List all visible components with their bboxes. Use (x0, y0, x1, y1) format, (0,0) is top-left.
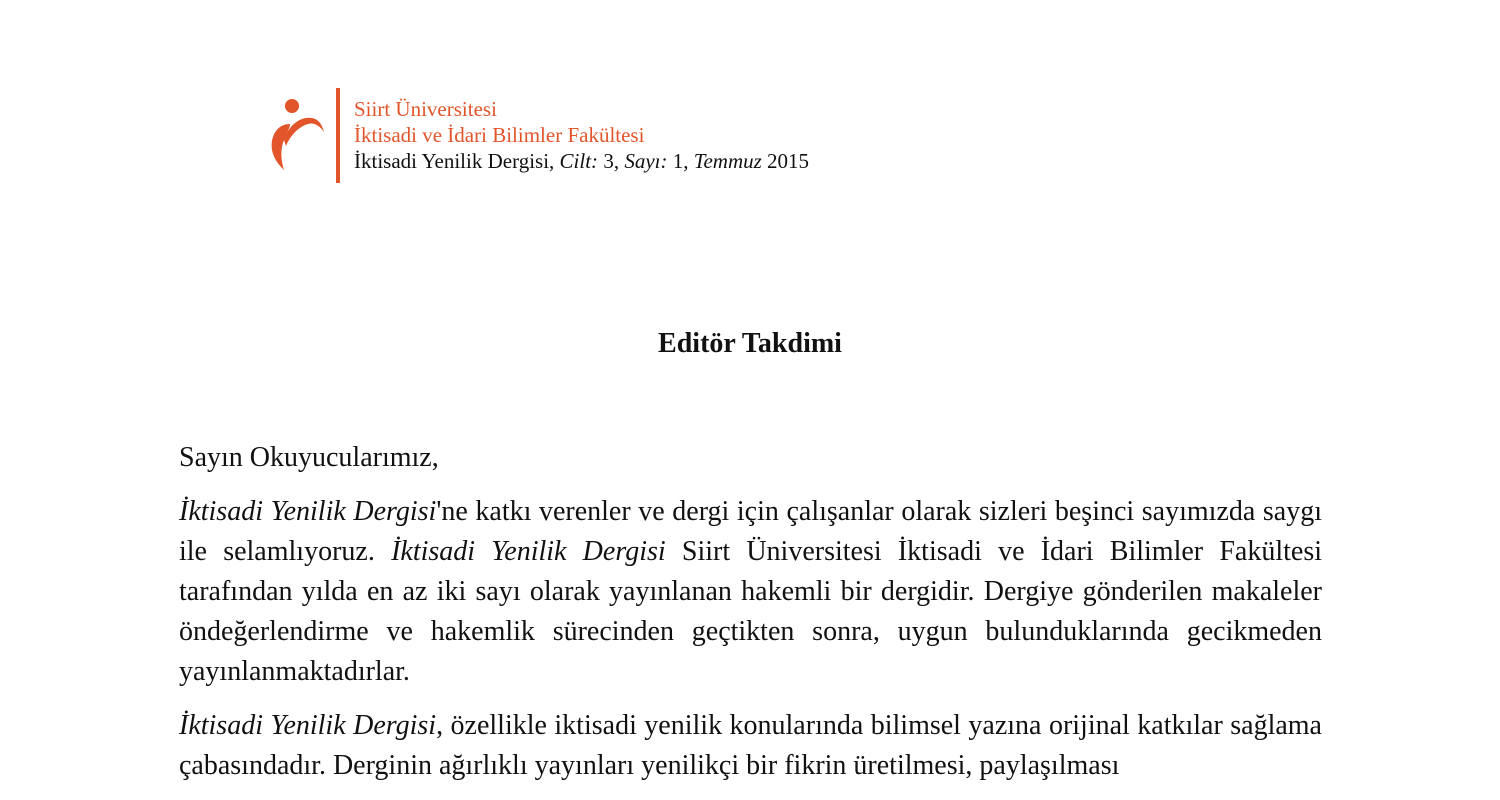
university-name: Siirt Üniversitesi (354, 97, 497, 121)
document-body (179, 438, 1322, 800)
faculty-name: İktisadi ve İdari Bilimler Fakültesi (354, 123, 645, 147)
paragraph-1: İktisadi Yenilik Dergisi'ne katkı verenler ve dergi için çalışanlar olarak sizleri beşinci sayımızda saygı ile selamlıyoruz. İktisadi Yenilik Dergisi Siirt Üniversitesi İktisadi ve İdari Bilimler Fakültesi tarafından yılda en az iki sayı olarak yayınlanan hakemli bir dergidir. Dergiye gönderilen makaleler öndeğerlendirme ve hakemlik sürecinden geçtikten sonra, uygun bulunduklarında gecikmeden yayınlanmaktadırlar. (179, 496, 1322, 687)
header-text (354, 96, 809, 174)
university-logo-icon (268, 94, 326, 174)
page-title: Editör Takdimi (658, 328, 842, 359)
greeting: Sayın Okuyucularımız, (179, 442, 439, 473)
header-divider (336, 88, 340, 183)
journal-citation: İktisadi Yenilik Dergisi, Cilt: 3, Sayı: 1, Temmuz 2015 (354, 149, 810, 173)
paragraph-2: İktisadi Yenilik Dergisi, özellikle iktisadi yenilik konularında bilimsel yazına orijinal katkılar sağlama çabasındadır. Derginin ağırlıklı yayınları yenilikçi bir fikrin üretilmesi, paylaşılması (179, 710, 1322, 781)
